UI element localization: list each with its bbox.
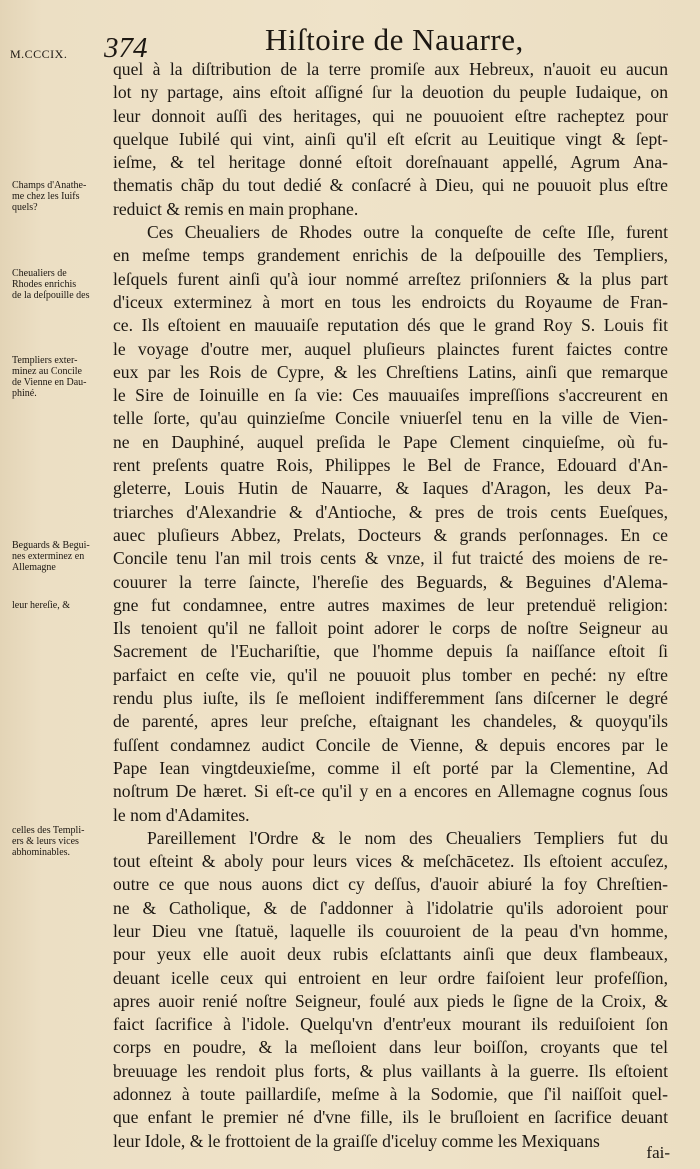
text-line: ieſme, & tel heritage donné eſtoit doreſnauant appellé, Agrum Ana-: [113, 152, 668, 173]
body-text: [113, 58, 668, 1153]
marginal-note-templiers: [12, 355, 110, 399]
text-line: thematis chãp du tout dedié & conſacré à Dieu, qui ne pouuoit plus eſtre: [113, 175, 668, 196]
marginal-note-text: Templiers exter- minez au Concile de Vienne en Dau- phiné.: [12, 355, 87, 399]
marginal-note-text: Champs d'Anathe- me chez les Iuifs quels?: [12, 180, 87, 213]
marginal-note-heresie: [12, 600, 110, 611]
marginal-note-chevaliers-rhodes: [12, 268, 110, 301]
text-line: noſtrum De hæret. Si eſt-ce qu'il y en a encores en Allemagne cognus ſous: [113, 781, 668, 802]
marginal-note-text: Cheualiers de Rhodes enrichis de la deſpouille des: [12, 268, 90, 301]
text-line: leur donnoit auſſi des heritages, qui ne pouuoient eſtre racheptez pour: [113, 105, 668, 126]
text-line: parfaict en ceſte vie, qu'il ne pouuoit plus tomber en peché: ny eſtre: [113, 664, 668, 685]
marginal-note-text: celles des Templi- ers & leurs vices abhominables.: [12, 825, 85, 858]
text-line: gleterre, Louis Hutin de Nauarre, & Iaques d'Aragon, les deux Pa-: [113, 478, 668, 499]
text-line: gne fut condamnee, entre autres maximes de leur pretenduë religion:: [113, 594, 668, 615]
text-line: le voyage d'outre mer, auquel pluſieurs plainctes furent faictes contre: [113, 338, 668, 359]
text-line: en meſme temps grandement enrichis de la deſpouille des Templiers,: [113, 245, 668, 266]
text-line: apres auoir renié noſtre Seigneur, foulé aux pieds le ſigne de la Croix, &: [113, 990, 668, 1011]
text-line: reduict & remis en main prophane.: [113, 198, 359, 219]
marginal-note-text: leur hereſie, &: [12, 600, 71, 611]
text-line: Pape Iean vingtdeuxieſme, comme il eſt porté par la Clementine, Ad: [113, 757, 668, 778]
text-line: deuant icelle ceux qui entroient en leur ordre faiſoient leur profeſſion,: [113, 967, 668, 988]
text-line: ne & Catholique, & de ſ'addonner à l'idolatrie qu'ils adoroient pour: [113, 897, 668, 918]
text-line: quelque Iubilé qui vint, ainſi qu'il eſt eſcrit au Leuitique vingt & ſept-: [113, 128, 668, 149]
text-line: leur Idole, & le frottoient de la graiſſe d'iceluy comme les Mexiquans: [113, 1130, 600, 1151]
running-title: Hiſtoire de Nauarre,: [265, 22, 524, 57]
text-line: rent preſents quatre Rois, Philippes le Bel de France, Edouard d'An-: [113, 455, 668, 476]
text-line: Ils tenoient qu'il ne falloit point adorer le corps de noſtre Seigneur au: [113, 618, 668, 639]
text-line: pour yeux elle auoit deux rubis eſclattants ainſi que deux flambeaux,: [113, 944, 668, 965]
page-number: 374: [104, 32, 148, 64]
text-line: lot ny partage, ains eſtoit aſſigné ſur la deuotion du peuple Iudaique, on: [113, 82, 668, 103]
text-line: auec pluſieurs Abbez, Prelats, Docteurs & grands perſonnages. En ce: [113, 524, 668, 545]
text-line: outre ce que nous auons dict cy deſſus, d'auoir abiuré la foy Chreſtien-: [113, 874, 668, 895]
text-line: leur Dieu vne ſtatuë, laquelle ils couuroient de la peau d'vn homme,: [113, 920, 668, 941]
text-line: Ces Cheualiers de Rhodes outre la conqueſte de ceſte Iſle, furent: [147, 222, 668, 243]
marginal-note-beguards: [12, 540, 110, 573]
text-line: corps en poudre, & la meſloient dans leur boiſſon, croyants que tel: [113, 1037, 668, 1058]
marginal-note-text: Beguards & Begui- nes exterminez en Allemagne: [12, 540, 90, 573]
text-line: que enfant le premier né d'vne fille, ils le bruſloient en ſacrifice deuant: [113, 1107, 668, 1128]
page-header: [0, 20, 700, 64]
text-line: adonnez à toute paillardiſe, meſme à la Sodomie, que ſ'il naiſſoit quel-: [113, 1084, 668, 1105]
text-line: breuuage les rendoit plus forts, & plus vaillants à la guerre. Ils eſtoient: [113, 1060, 668, 1081]
text-line: le Sire de Ioinuille en ſa vie: Ces mauuaiſes impreſſions s'accreurent en: [113, 385, 668, 406]
text-line: Concile tenu l'an mil trois cents & vnze, il fut traicté des moiens de re-: [113, 548, 668, 569]
text-line: Pareillement l'Ordre & le nom des Cheualiers Templiers fut du: [147, 827, 668, 848]
text-line: de parenté, apres leur preſche, eſtaignant les chandeles, & quoyqu'ils: [113, 711, 668, 732]
text-line: leſquels furent ainſi qu'à iour nommé arreſtez priſonniers & la plus part: [113, 268, 668, 289]
text-line: couurer la terre ſaincte, l'hereſie des Beguards, & Beguines d'Alema-: [113, 571, 668, 592]
text-line: fuſſent condamnez audict Concile de Vienne, & depuis encores par le: [113, 734, 668, 755]
text-line: triarches d'Alexandrie & d'Antioche, & pres de trois cents Eueſques,: [113, 501, 668, 522]
text-line: ne en Dauphiné, auquel preſida le Pape Clement cinquieſme, où fu-: [113, 431, 668, 452]
marginal-note-vices-templiers: [12, 825, 110, 858]
text-line: rendu plus iuſte, ils ſe meſloient indifferemment ſans diſcerner le degré: [113, 688, 668, 709]
text-line: tout eſteint & aboly pour leurs vices & meſchācetez. Ils eſtoient accuſez,: [113, 851, 668, 872]
text-line: faict ſacrifice à l'idole. Quelqu'vn d'entr'eux mourant ils reduiſoient ſon: [113, 1014, 668, 1035]
text-line: ce. Ils eſtoient en mauuaiſe reputation dés que le grand Roy S. Louis fit: [113, 315, 668, 336]
year-marginal-note: M.CCCIX.: [10, 47, 68, 61]
text-line: telle ſorte, qu'au quinzieſme Concile vniuerſel tenu en la ville de Vien-: [113, 408, 668, 429]
text-line: Sacrement de l'Euchariſtie, que l'homme depuis ſa naiſſance eſtoit ſi: [113, 641, 668, 662]
marginal-note-anatheme: [12, 180, 110, 213]
catchword: fai-: [646, 1143, 670, 1162]
text-line: le nom d'Adamites.: [113, 804, 250, 825]
text-line: d'iceux exterminez à mort en tous les endroicts du Royaume de Fran-: [113, 291, 668, 312]
text-line: eux par les Rois de Cypre, & les Chreſtiens Latins, ainſi que remarque: [113, 361, 668, 382]
text-line: quel à la diſtribution de la terre promiſe aux Hebreux, n'auoit eu aucun: [113, 59, 668, 79]
